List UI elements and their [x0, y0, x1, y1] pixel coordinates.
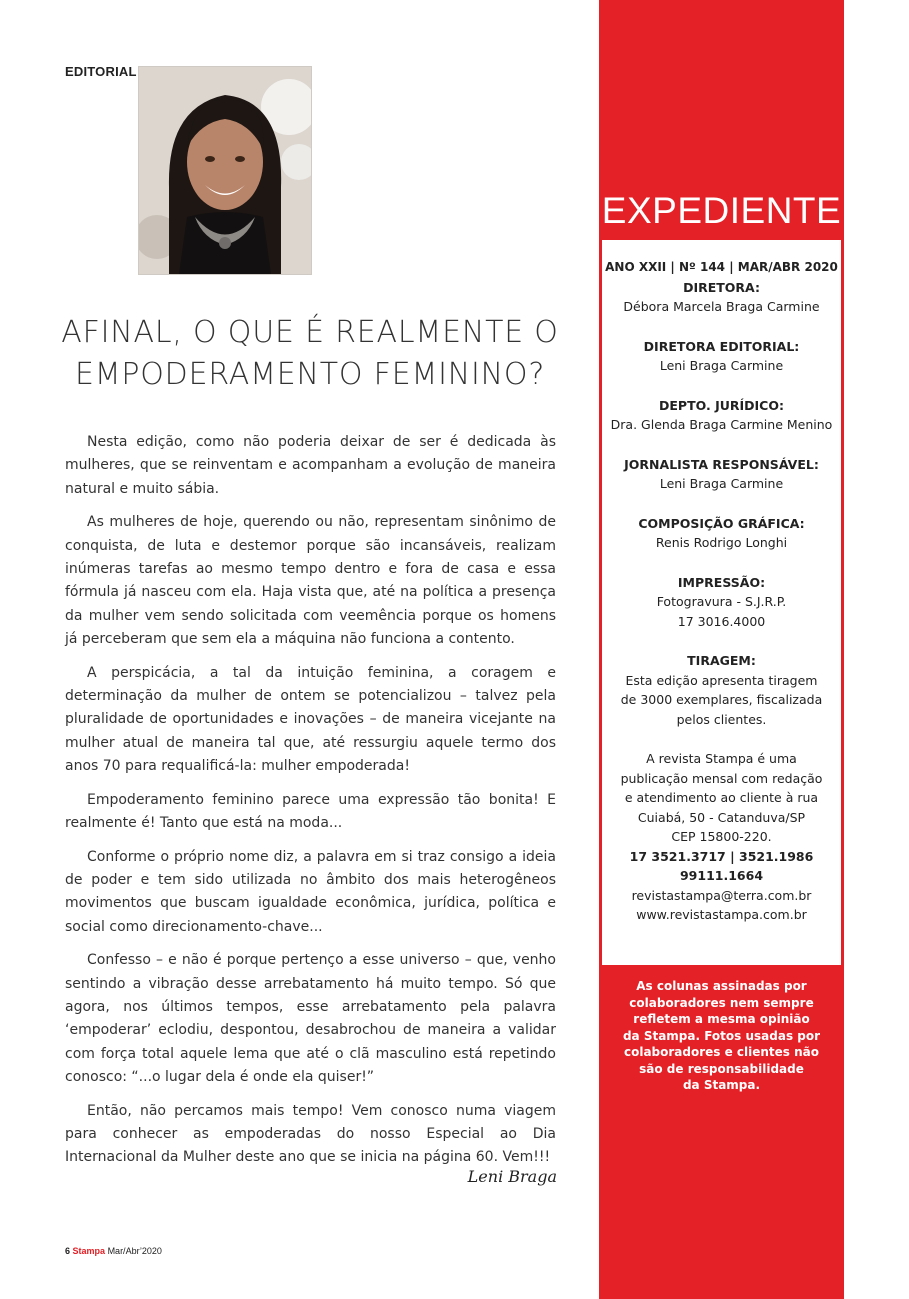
headline: AFINAL, O QUE É REALMENTE O EMPODERAMENTO FEMININO?: [61, 315, 559, 392]
disclaimer-line: colaboradores e clientes não: [623, 1045, 820, 1059]
section-label: EDITORIAL: [65, 64, 137, 79]
entry-value: Renis Rodrigo Longhi: [655, 535, 788, 550]
about-line: A revista Stampa é uma: [646, 751, 797, 766]
entry-value: Leni Braga Carmine: [659, 476, 784, 491]
entry-value: de 3000 exemplares, fiscalizada: [620, 692, 823, 707]
disclaimer-line: colaboradores nem sempre: [629, 995, 814, 1010]
article-body: [65, 431, 556, 1180]
disclaimer-line: As colunas assinadas por: [636, 979, 807, 993]
article-paragraph: Empoderamento feminino parece uma expressão tão bonita! E realmente é! Tanto que está na moda...: [65, 791, 556, 832]
author-signature: Leni Braga: [467, 1167, 557, 1186]
expediente-entry: [599, 573, 844, 632]
expediente-entry: [599, 337, 844, 376]
about-line: publicação mensal com redação: [620, 770, 823, 786]
entry-value: Dra. Glenda Braga Carmine Menino: [610, 417, 833, 432]
disclaimer-line: são de responsabilidade: [639, 1061, 804, 1076]
about-line: e atendimento ao cliente à rua: [624, 790, 819, 805]
entry-label: TIRAGEM:: [687, 653, 756, 668]
entry-value: Fotogravura - S.J.R.P.: [656, 594, 787, 609]
article-paragraph: Então, não percamos mais tempo! Vem conosco numa viagem para conhecer as empoderadas do nosso Especial ao Dia Internacional da Mulher deste ano que se inicia na página 60. Vem!!!: [65, 1102, 556, 1166]
page-number: 6: [65, 1246, 71, 1256]
entry-label: COMPOSIÇÃO GRÁFICA:: [638, 515, 805, 531]
mobile-number: 99111.1664: [679, 868, 764, 883]
entry-value: Débora Marcela Braga Carmine: [623, 299, 820, 314]
footer-brand: Stampa: [72, 1246, 106, 1256]
article-paragraph: As mulheres de hoje, querendo ou não, representam sinônimo de conquista, de luta e destemor porque são incansáveis, realizam inúmeras tarefas ao mesmo tempo dentro e fora de casa e essa fórmula já nasceu com ela. Haja vista que, até na política a presença da mulher vem sendo solicitada com veemência porque os homens já perceberam que sem ela a máquina não funciona a contento.: [65, 514, 556, 648]
about-line: CEP 15800-220.: [671, 829, 772, 844]
about-line: Cuiabá, 50 - Catanduva/SP: [637, 809, 806, 825]
expediente-entry: [599, 455, 844, 494]
entry-label: IMPRESSÃO:: [677, 574, 766, 590]
expediente-entry: [599, 651, 844, 729]
entry-label: DIRETORA:: [683, 279, 760, 295]
website-link[interactable]: www.revistastampa.com.br: [636, 907, 807, 922]
issue-line: ANO XXII | Nº 144 | MAR/ABR 2020: [605, 260, 838, 274]
disclaimer: [617, 978, 826, 1094]
disclaimer-line: refletem a mesma opinião: [633, 1012, 810, 1026]
phone-numbers: 17 3521.3717 | 3521.1986: [629, 848, 814, 864]
expediente-sidebar: [599, 0, 844, 1299]
entry-value: 17 3016.4000: [677, 613, 766, 629]
expediente-entry: [599, 278, 844, 317]
email-link[interactable]: revistastampa@terra.com.br: [631, 887, 812, 903]
article-paragraph: Confesso – e não é porque pertenço a esse universo – que, venho sentindo a vibração desse arrebatamento há muito tempo. Só que agora, nos últimos tempos, esse arrebatamento pela palavra ‘empoderar’ eclodiu, despontou, desabrochou de maneira a validar com força total aquele lema que até o clã masculino está repetindo conosco: “...o lugar dela é onde ela quiser!”: [65, 952, 556, 1086]
page-footer: [65, 1246, 162, 1256]
article-paragraph: A perspicácia, a tal da intuição feminina, a coragem e determinação da mulher de ontem se potencializou – talvez pela pluralidade de oportunidades e inovações – de maneira vicejante na mulher atual de maneira tal que, até ressurgiu aquele termo dos anos 70 para requalificá-la: mulher empoderada!: [65, 664, 556, 775]
expediente-entry: [599, 396, 844, 435]
entry-value: Leni Braga Carmine: [659, 358, 784, 373]
entry-value: pelos clientes.: [676, 711, 767, 727]
disclaimer-line: da Stampa. Fotos usadas por: [622, 1028, 821, 1043]
entry-label: JORNALISTA RESPONSÁVEL:: [624, 456, 819, 472]
about-block: [599, 749, 844, 925]
article-paragraph: Conforme o próprio nome diz, a palavra em si traz consigo a ideia de poder e tem sido utilizada no âmbito dos mais heterogêneos movimentos que buscam igualdade econômica, jurídica, política e social como direcionamento-chave...: [65, 848, 556, 935]
entry-value: Esta edição apresenta tiragem: [625, 672, 818, 688]
article-paragraph: Nesta edição, como não poderia deixar de ser é dedicada às mulheres, que se reinventam e acompanham a evolução de maneira natural e muito sábia.: [65, 434, 556, 497]
disclaimer-line: da Stampa.: [682, 1078, 761, 1092]
expediente-list: [599, 258, 844, 925]
expediente-entry: [599, 514, 844, 553]
footer-issue: Mar/Abr’2020: [107, 1246, 162, 1256]
entry-label: DIRETORA EDITORIAL:: [643, 338, 800, 354]
entry-label: DEPTO. JURÍDICO:: [659, 397, 784, 413]
expediente-title: EXPEDIENTE: [601, 190, 842, 231]
author-photo: [138, 66, 312, 275]
